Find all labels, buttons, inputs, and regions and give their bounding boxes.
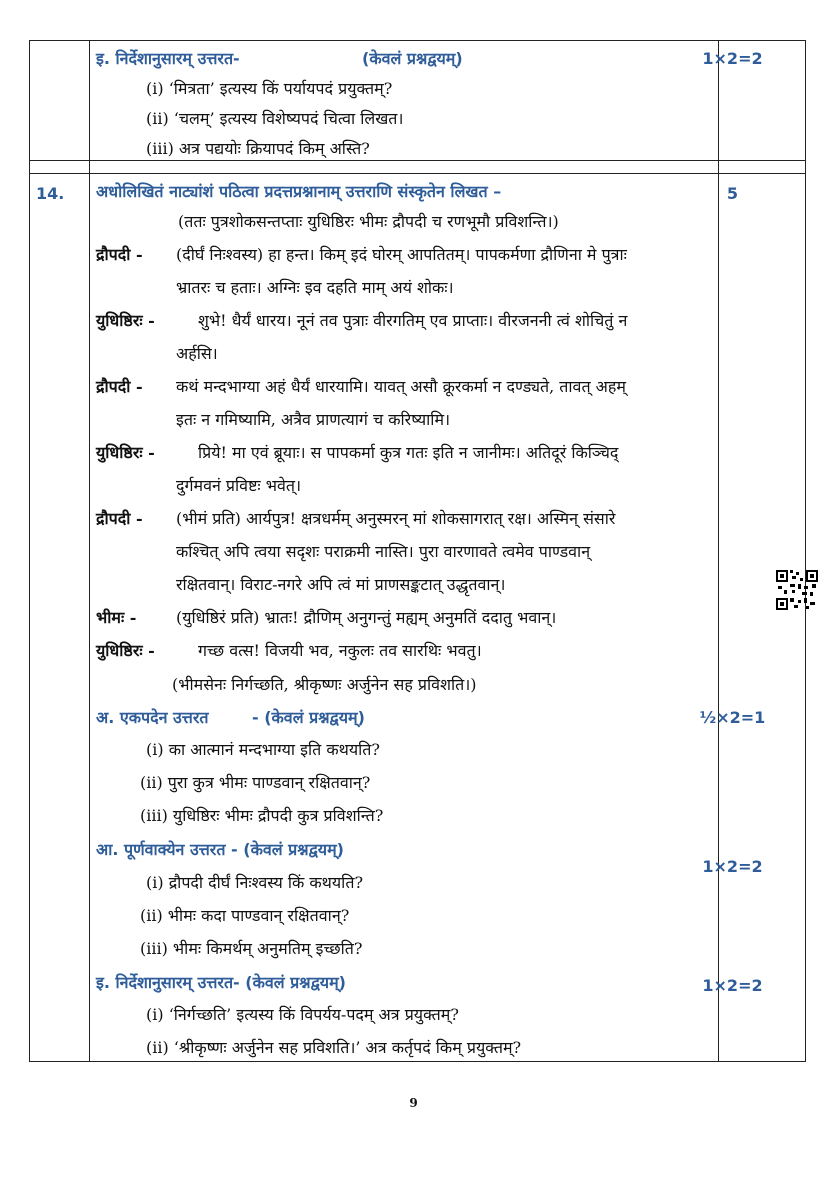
dialogue-line: भ्रातरः च हताः। अग्निः इव दहति माम् अयं शोकः। [176, 278, 454, 297]
dialogue-line: (दीर्घं निःश्वस्य) हा हन्त। किम् इदं घोरम् आपतितम्। पापकर्मणा द्रौणिना मे पुत्राः [176, 245, 627, 264]
speaker-label: द्रौपदी - [96, 245, 143, 264]
section-heading: अ. एकपदेन उत्तरत [96, 708, 209, 727]
speaker-label: युधिष्ठिरः - [96, 641, 155, 660]
question-number: 14. [36, 184, 65, 203]
dialogue-line: गच्छ वत्स! विजयी भव, नकुलः तव सारथिः भवतु। [198, 641, 482, 660]
dialogue-line: कथं मन्दभाग्या अहं धैर्यं धारयामि। यावत् असौ क्रूरकर्मा न दण्ड्यते, तावत् अहम् [176, 377, 626, 396]
question-item: (ii) ‘श्रीकृष्णः अर्जुनेन सह प्रविशति।’ अत्र कर्तृपदं किम् प्रयुक्तम्? [146, 1038, 522, 1057]
section-heading: आ. पूर्णवाक्येन उत्तरत - (केवलं प्रश्नद्वयम्) [96, 840, 344, 859]
question-item: (ii) पुरा कुत्र भीमः पाण्डवान् रक्षितवान्? [140, 773, 371, 792]
dialogue-line: दुर्गमवनं प्रविष्टः भवेत्। [176, 476, 302, 495]
dialogue-line: इतः न गमिष्यामि, अत्रैव प्राणत्यागं च करिष्यामि। [176, 410, 451, 429]
dialogue-line: शुभे! धैर्यं धारय। नूनं तव पुत्राः वीरगतिम् एव प्राप्ताः। वीरजननी त्वं शोचितुं न [198, 311, 628, 330]
section-heading-note: (केवलं प्रश्नद्वयम्) [362, 49, 463, 68]
stage-direction: (भीमसेनः निर्गच्छति, श्रीकृष्णः अर्जुनेन सह प्रविशति।) [172, 675, 477, 694]
section-heading: इ. निर्देशानुसारम् उत्तरत- (केवलं प्रश्नद्वयम्) [96, 973, 346, 992]
marks-label: 1×2=2 [702, 976, 763, 995]
stage-direction: (ततः पुत्रशोकसन्तप्ताः युधिष्ठिरः भीमः द्रौपदी च रणभूमौ प्रविशन्ति।) [178, 212, 559, 231]
dialogue-line: (भीमं प्रति) आर्यपुत्र! क्षत्रधर्मम् अनुस्मरन् मां शोकसागरात् रक्ष। अस्मिन् संसारे [176, 509, 616, 528]
question-item: (i) द्रौपदी दीर्घं निःश्वस्य किं कथयति? [146, 873, 364, 892]
row-divider [30, 160, 805, 161]
dialogue-line: प्रिये! मा एवं ब्रूयाः। स पापकर्मा कुत्र गतः इति न जानीमः। अतिदूरं किञ्चिद् [198, 443, 619, 462]
dialogue-line: अर्हसि। [176, 344, 218, 363]
page-number: 9 [409, 1096, 418, 1110]
column-divider [89, 41, 90, 1061]
question-instruction: अधोलिखितं नाट्यांशं पठित्वा प्रदत्तप्रश्नानाम् उत्तराणि संस्कृतेन लिखत – [96, 182, 502, 201]
row-divider [30, 173, 805, 174]
marks-label: ½×2=1 [699, 708, 766, 727]
section-heading-note: - (केवलं प्रश्नद्वयम्) [252, 708, 365, 727]
question-item: (ii) भीमः कदा पाण्डवान् रक्षितवान्? [140, 906, 350, 925]
speaker-label: युधिष्ठिरः - [96, 443, 155, 462]
question-item: (i) ‘मित्रता’ इत्यस्य किं पर्यायपदं प्रयुक्तम्? [146, 79, 393, 98]
question-item: (iii) भीमः किमर्थम् अनुमतिम् इच्छति? [140, 939, 363, 958]
dialogue-line: कश्चित् अपि त्वया सदृशः पराक्रमी नास्ति। पुरा वारणावते त्वमेव पाण्डवान् [176, 542, 591, 561]
question-item: (i) ‘निर्गच्छति’ इत्यस्य किं विपर्यय-पदम् अत्र प्रयुक्तम्? [146, 1005, 459, 1024]
dialogue-line: (युधिष्ठिरं प्रति) भ्रातः! द्रौणिम् अनुगन्तुं मह्यम् अनुमतिं ददातु भवान्। [176, 608, 557, 627]
speaker-label: भीमः - [96, 608, 137, 627]
marks-label: 1×2=2 [702, 857, 763, 876]
question-item: (iii) अत्र पद्ययोः क्रियापदं किम् अस्ति? [146, 139, 370, 158]
speaker-label: द्रौपदी - [96, 509, 143, 528]
marks-label: 5 [726, 184, 739, 203]
speaker-label: युधिष्ठिरः - [96, 311, 155, 330]
speaker-label: द्रौपदी - [96, 377, 143, 396]
section-heading: इ. निर्देशानुसारम् उत्तरत- [96, 49, 240, 68]
marks-label: 1×2=2 [702, 49, 763, 68]
question-item: (i) का आत्मानं मन्दभाग्या इति कथयति? [146, 740, 380, 759]
question-item: (iii) युधिष्ठिरः भीमः द्रौपदी कुत्र प्रविशन्ति? [140, 806, 384, 825]
dialogue-line: रक्षितवान्। विराट-नगरे अपि त्वं मां प्राणसङ्कटात् उद्धृतवान्। [176, 575, 506, 594]
qr-code-icon [776, 570, 818, 610]
question-item: (ii) ‘चलम्’ इत्यस्य विशेष्यपदं चित्वा लिखत। [146, 109, 404, 128]
